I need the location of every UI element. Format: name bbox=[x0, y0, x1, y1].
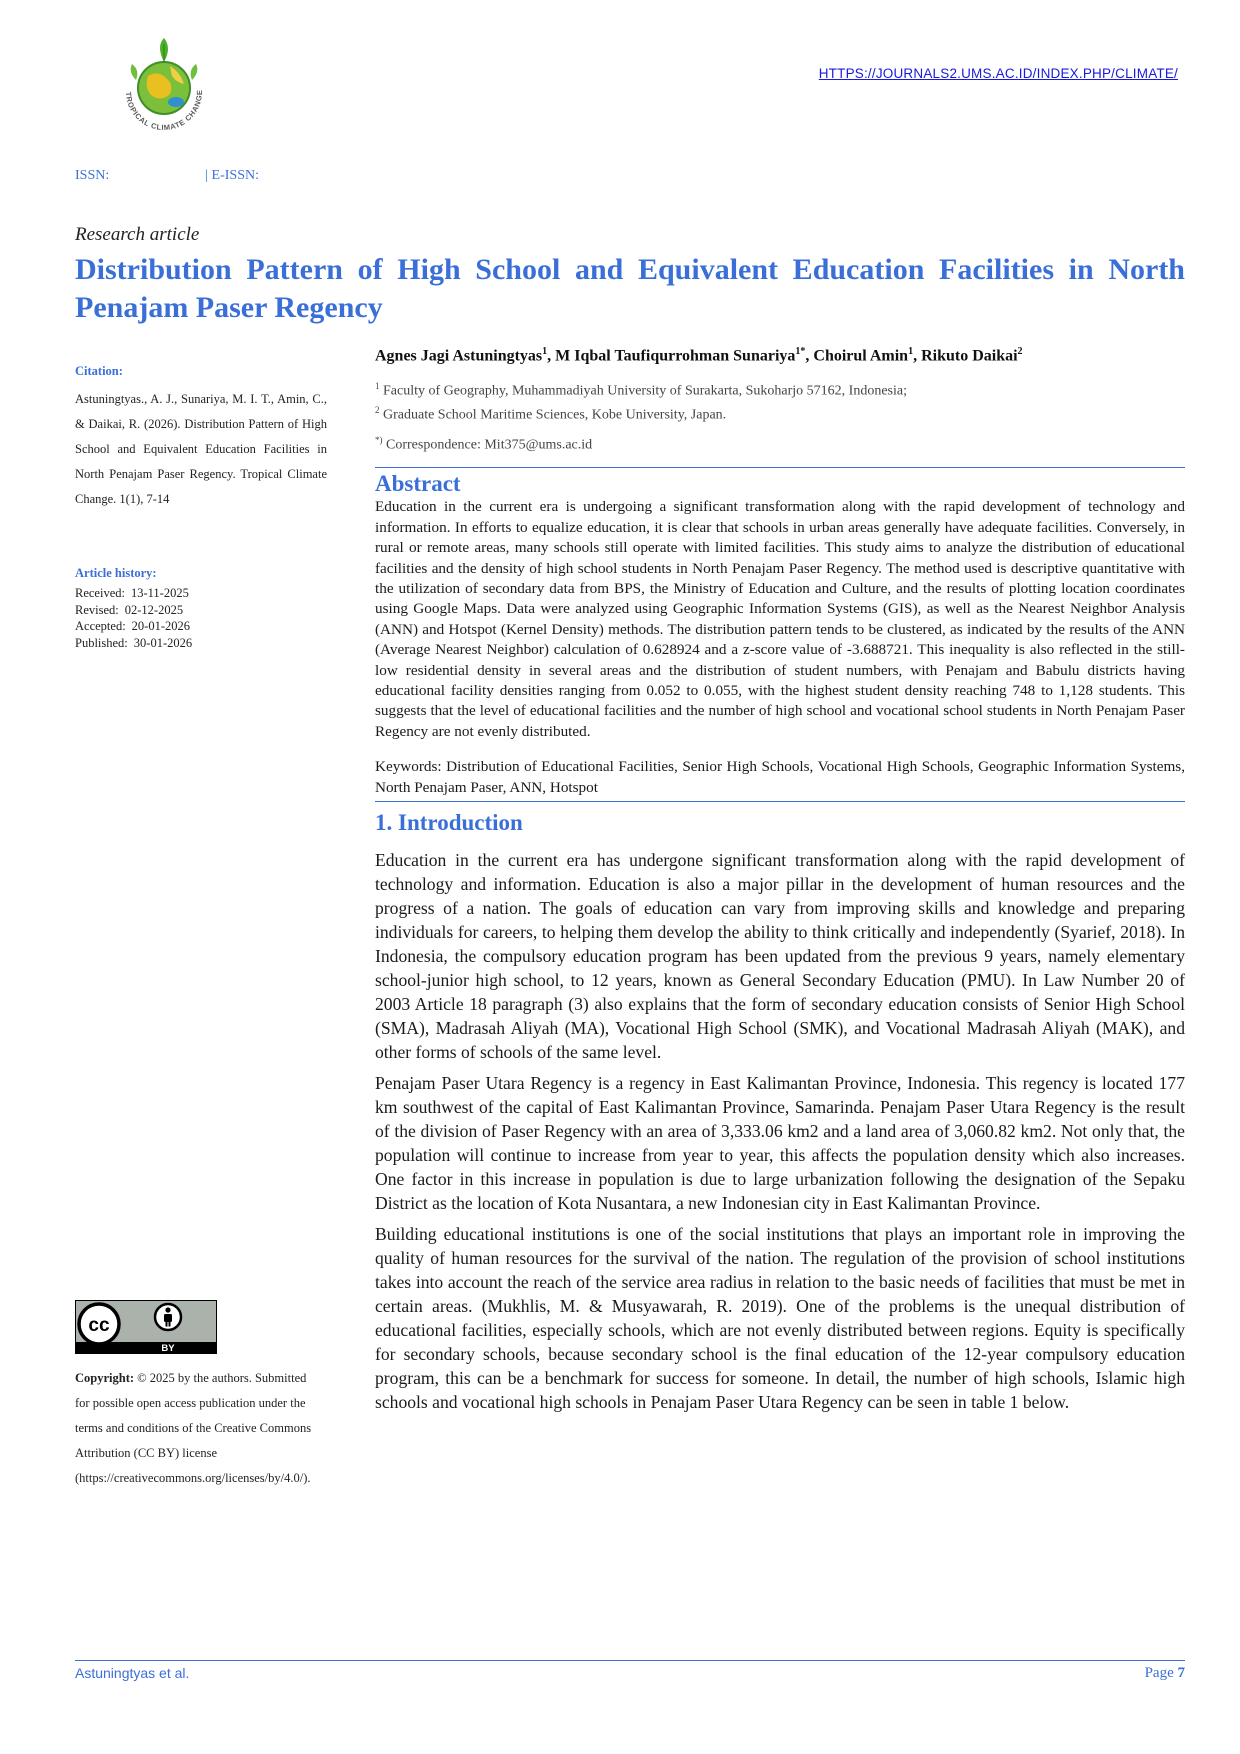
author-name: Choirul Amin bbox=[813, 347, 909, 365]
copyright-notice bbox=[75, 1366, 317, 1491]
by-text: BY bbox=[161, 1343, 175, 1354]
affiliation-1: $^1$ Faculty of Geography, Muhammadiyah University of Surakarta, Sukoharjo 57162, Indonesia; bbox=[375, 381, 907, 399]
article-title: Distribution Pattern of High School and Equivalent Education Facilities in North Penajam Paser Regency bbox=[75, 253, 1185, 324]
copyright-label: Copyright: bbox=[75, 1371, 135, 1385]
author-name: M Iqbal Taufiqurrohman Sunariya bbox=[555, 347, 796, 365]
article-history bbox=[75, 566, 327, 651]
abstract-top-rule bbox=[375, 467, 1185, 468]
affiliations bbox=[375, 377, 1185, 424]
affiliation-2: $^2$ Graduate School Maritime Sciences, Kobe University, Japan. bbox=[375, 404, 727, 423]
article-type: Research article bbox=[75, 224, 200, 245]
abstract-heading: Abstract bbox=[375, 471, 461, 497]
page-number: 7 bbox=[1177, 1665, 1185, 1681]
sidebar bbox=[75, 364, 327, 651]
abstract-text: Education in the current era is undergoing a significant transformation along with the rapid development of technology and information. In efforts to equalize education, it is clear that schools in urban areas generally have adequate facilities. Conversely, in rural or remote areas, many schools still operate with limited facilities. This study aims to analyze the distribution of educational facilities and the density of high school students in North Penajam Paser Regency. The method used is descriptive quantitative with the utilization of secondary data from BPS, the Ministry of Education and Culture, and the results of plotting location coordinates using Google Maps. Data were analyzed using Geographic Information Systems (GIS), as well as the Nearest Neighbor Analysis (ANN) and Hotspot (Kernel Density) methods. The distribution pattern tends to be clustered, as indicated by the results of the ANN (Average Nearest Neighbor) calculation of 0.628924 and a z-score value of -3.688721. This inequality is also reflected in the still-low residential density in several areas and the distribution of student numbers, with Penajam and Babulu districts having educational facility densities ranging from 0.052 to 0.055, with the highest student density reaching 748 to 1,128 students. This suggests that the level of educational facilities and the number of high school and vocational school students in North Penajam Paser Regency are not evenly distributed. bbox=[375, 498, 1185, 740]
intro-paragraph-1: Education in the current era has undergone significant transformation along with the rapid development of technology and information. Education is also a major pillar in the development of human resources and the progress of a nation. The goals of education can vary from improving skills and knowledge and preparing individuals for careers, to helping them develop the ability to think critically and independently (Syarief, 2018). In Indonesia, the compulsory education program has been updated from the previous 9 years, namely elementary school-junior high school, to 12 years, known as General Secondary Education (PMU). In Law Number 20 of 2003 Article 18 paragraph (3) also explains that the form of secondary education consists of Senior High School (SMA), Madrasah Aliyah (MA), Vocational High School (SMK), and Vocational Madrasah Aliyah (MAK), and other forms of schools of the same level. bbox=[375, 849, 1185, 1062]
author-name: Agnes Jagi Astuningtyas bbox=[375, 347, 543, 365]
history-heading: Article history: bbox=[75, 566, 157, 580]
journal-url-link[interactable]: HTTPS://JOURNALS2.UMS.AC.ID/INDEX.PHP/CLIMATE/ bbox=[818, 66, 1178, 81]
author-list: Agnes Jagi Astuningtyas$^1$, M Iqbal Taufiqurrohman Sunariya$^{1*}$, Choirul Amin$^1$, Rikuto Daikai$^2$ bbox=[375, 346, 1023, 365]
cc-by-license-badge[interactable] bbox=[75, 1300, 217, 1354]
footer-rule bbox=[75, 1660, 1185, 1661]
introduction-heading: 1. Introduction bbox=[375, 809, 523, 835]
main-column bbox=[375, 346, 1185, 1414]
history-revised: Revised: 02-12-2025 bbox=[75, 602, 184, 617]
history-received: Received: 13-11-2025 bbox=[75, 586, 189, 600]
author-name: Rikuto Daikai bbox=[921, 347, 1018, 365]
eissn-label: | E-ISSN: bbox=[205, 168, 259, 183]
history-published: Published: 30-01-2026 bbox=[75, 635, 193, 650]
correspondence: *) Correspondence: Mit375@ums.ac.id bbox=[375, 434, 593, 453]
globe-leaf-icon bbox=[114, 36, 214, 146]
copyright-text: © 2025 by the authors. Submitted for possible open access publication under the terms and conditions of the Creative Commons Attribution (CC BY) license (https://creativecommons.org/licenses/by/4.0/). bbox=[75, 1371, 312, 1485]
keywords: Keywords: Distribution of Educational Facilities, Senior High Schools, Vocational High Schools, Geographic Information Systems, North Penajam Paser, ANN, Hotspot bbox=[375, 758, 1185, 796]
logo-text: TROPICAL CLIMATE CHANGE bbox=[123, 89, 205, 133]
intro-paragraph-2: Penajam Paser Utara Regency is a regency in East Kalimantan Province, Indonesia. This regency is located 177 km southwest of the capital of East Kalimantan Province, Samarinda. Penajam Paser Utara Regency is the result of the division of Paser Regency with an area of 3,333.06 km2 and a land area of 3,060.82 km2. Not only that, the population will continue to increase from year to year, this affects the population density which also increases. One factor in this increase in population is due to large urbanization following the designation of the Sepaku District as the location of Kota Nusantara, a new Indonesian city in East Kalimantan Province. bbox=[375, 1072, 1185, 1213]
citation-text: Astuningtyas., A. J., Sunariya, M. I. T., Amin, C., & Daikai, R. (2026). Distribution Pattern of High School and Equivalent Education Facilities in North Penajam Paser Regency. Tropical Climate Change. 1(1), 7-14 bbox=[75, 392, 327, 506]
issn-label: ISSN: bbox=[75, 168, 110, 183]
intro-top-rule bbox=[375, 801, 1185, 802]
intro-paragraph-3: Building educational institutions is one of the social institutions that plays an important role in improving the quality of human resources for the survival of the nation. The regulation of the provision of school institutions takes into account the reach of the service area radius in relation to the basic needs of facilities that must be met in certain areas. (Mukhlis, M. & Musyawarah, R. 2019). One of the problems is the unequal distribution of educational facilities, especially schools, which are not evenly distributed between regions. Equity is specifically for secondary schools, because secondary school is the final education of the 12-year compulsory education program, this can be a benchmark for success for someone. In detail, the number of high schools, Islamic high schools and vocational high schools in Penajam Paser Utara Regency can be seen in table 1 below. bbox=[375, 1223, 1185, 1412]
history-accepted: Accepted: 20-01-2026 bbox=[75, 619, 190, 633]
journal-logo bbox=[114, 36, 214, 146]
citation-heading: Citation: bbox=[75, 364, 123, 378]
cc-text: cc bbox=[88, 1315, 110, 1336]
footer-page: Page 7 bbox=[1144, 1665, 1185, 1681]
issn-line bbox=[75, 168, 259, 184]
footer-author: Astuningtyas et al. bbox=[75, 1665, 190, 1681]
